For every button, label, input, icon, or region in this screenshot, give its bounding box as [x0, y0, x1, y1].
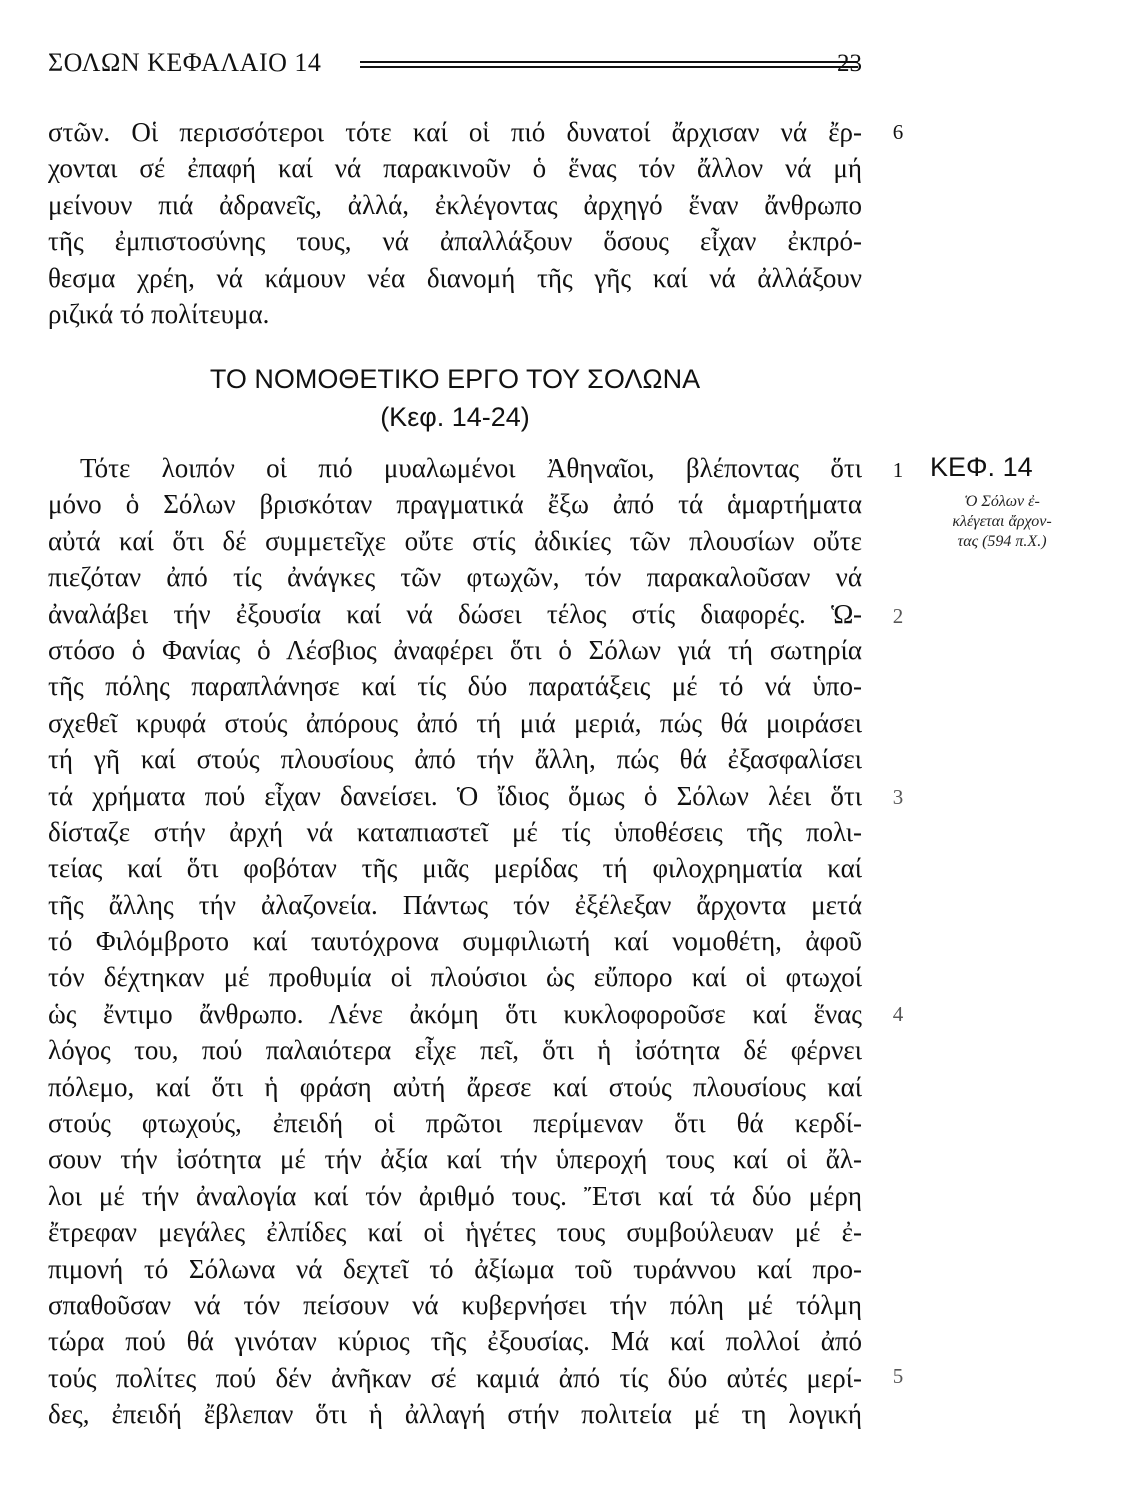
- text-line: ὡς ἔντιμο ἄνθρωπο. Λένε ἀκόμη ὅτι κυκλοφοροῦσε καί ἕνας: [48, 998, 862, 1029]
- paragraph-number: 5: [892, 1364, 904, 1388]
- text-line: στόσο ὁ Φανίας ὁ Λέσβιος ἀναφέρει ὅτι ὁ Σόλων γιά τή σωτηρία: [48, 634, 862, 665]
- section-title: ΤΟ ΝΟΜΟΘΕΤΙΚΟ ΕΡΓΟ ΤΟΥ ΣΟΛΩΝΑ: [209, 364, 701, 394]
- margin-note-line: κλέγεται ἄρχον-: [952, 513, 1052, 530]
- text-line: ριζικά τό πολίτευμα.: [48, 298, 270, 329]
- text-line: τούς πολίτες πού δέν ἀνῆκαν σέ καμιά ἀπό τίς δύο αὐτές μερί-: [48, 1362, 862, 1393]
- text-line: σχεθεῖ κρυφά στούς ἀπόρους ἀπό τή μιά μεριά, πώς θά μοιράσει: [48, 707, 862, 738]
- text-line: λόγος του, πού παλαιότερα εἶχε πεῖ, ὅτι ἡ ἰσότητα δέ φέρνει: [48, 1035, 862, 1066]
- margin-note-line: Ὁ Σόλων ἐ-: [964, 493, 1040, 510]
- paragraph-number: 2: [892, 604, 904, 628]
- margin-note: [922, 492, 1082, 552]
- text-line: τόν δέχτηκαν μέ προθυμία οἱ πλούσιοι ὡς εὔπορο καί οἱ φτωχοί: [48, 962, 862, 993]
- text-line: δίσταζε στήν ἀρχή νά καταπιαστεῖ μέ τίς ὑποθέσεις τῆς πολι-: [48, 816, 862, 847]
- text-line: θεσμα χρέη, νά κάμουν νέα διανομή τῆς γῆς καί νά ἀλλάξουν: [48, 262, 862, 293]
- text-line: τό Φιλόμβροτο καί ταυτόχρονα συμφιλιωτή καί νομοθέτη, ἀφοῦ: [48, 926, 862, 957]
- text-line: τῆς ἐμπιστοσύνης τους, νά ἀπαλλάξουν ὅσους εἶχαν ἐκπρό-: [48, 226, 862, 257]
- running-header: [48, 44, 862, 84]
- text-line: Τότε λοιπόν οἱ πιό μυαλωμένοι Ἀθηναῖοι, βλέποντας ὅτι: [80, 453, 862, 483]
- running-head-title: ΣΟΛΩΝ ΚΕΦΑΛΑΙΟ 14: [48, 48, 322, 77]
- margin-chapter-label: ΚΕΦ. 14: [930, 452, 1033, 482]
- section-subtitle: (Κεφ. 14-24): [380, 402, 530, 432]
- line-number: 6: [892, 120, 904, 144]
- text-line: μόνο ὁ Σόλων βρισκόταν πραγματικά ἔξω ἀπό τά ἁμαρτήματα: [48, 489, 862, 520]
- text-line: ἔτρεφαν μεγάλες ἐλπίδες καί οἱ ἡγέτες τους συμβούλευαν μέ ἐ-: [48, 1217, 862, 1248]
- text-line: τῆς ἄλλης τήν ἀλαζονεία. Πάντως τόν ἐξέλεξαν ἄρχοντα μετά: [48, 889, 862, 920]
- text-line: λοι μέ τήν ἀναλογία καί τόν ἀριθμό τους. Ἔτσι καί τά δύο μέρη: [48, 1180, 862, 1211]
- text-line: τώρα πού θά γινόταν κύριος τῆς ἐξουσίας. Μά καί πολλοί ἀπό: [48, 1326, 862, 1357]
- text-line: χονται σέ ἐπαφή καί νά παρακινοῦν ὁ ἕνας τόν ἄλλον νά μή: [48, 153, 862, 184]
- text-line: δες, ἐπειδή ἔβλεπαν ὅτι ἡ ἀλλαγή στήν πολιτεία μέ τη λογική: [48, 1399, 862, 1430]
- main-paragraph: [48, 450, 862, 1433]
- text-line: ἀναλάβει τήν ἐξουσία καί νά δώσει τέλος στίς διαφορές. Ὡ-: [48, 598, 862, 629]
- text-line: αὐτά καί ὅτι δέ συμμετεῖχε οὔτε στίς ἀδικίες τῶν πλουσίων οὔτε: [48, 525, 862, 556]
- margin-note-line: τας (594 π.Χ.): [957, 533, 1047, 550]
- paragraph-number: 3: [892, 785, 904, 809]
- text-line: πιεζόταν ἀπό τίς ἀνάγκες τῶν φτωχῶν, τόν παρακαλοῦσαν νά: [48, 562, 862, 593]
- text-line: τά χρήματα πού εἶχαν δανείσει. Ὁ ἴδιος ὅμως ὁ Σόλων λέει ὅτι: [48, 780, 862, 811]
- text-line: τῆς πόλης παραπλάνησε καί τίς δύο παρατάξεις μέ τό νά ὑπο-: [48, 671, 862, 702]
- text-line: τείας καί ὅτι φοβόταν τῆς μιᾶς μερίδας τή φιλοχρηματία καί: [48, 853, 862, 884]
- text-line: στούς φτωχούς, ἐπειδή οἱ πρῶτοι περίμεναν ὅτι θά κερδί-: [48, 1108, 862, 1139]
- intro-paragraph: [48, 114, 862, 332]
- text-line: σουν τήν ἰσότητα μέ τήν ἀξία καί τήν ὑπεροχή τους καί οἱ ἄλ-: [48, 1144, 862, 1175]
- paragraph-number: 4: [892, 1002, 904, 1026]
- text-line: σπαθοῦσαν νά τόν πείσουν νά κυβερνήσει τήν πόλη μέ τόλμη: [48, 1289, 862, 1320]
- text-line: πόλεμο, καί ὅτι ἡ φράση αὐτή ἄρεσε καί στούς πλουσίους καί: [48, 1071, 862, 1102]
- text-line: στῶν. Οἱ περισσότεροι τότε καί οἱ πιό δυνατοί ἄρχισαν νά ἔρ-: [48, 117, 862, 147]
- header-double-rule: [360, 61, 858, 68]
- paragraph-number: 1: [892, 458, 904, 482]
- text-line: πιμονή τό Σόλωνα νά δεχτεῖ τό ἀξίωμα τοῦ τυράννου καί προ-: [48, 1253, 862, 1284]
- page-number: 23: [837, 50, 862, 77]
- text-line: τή γῆ καί στούς πλουσίους ἀπό τήν ἄλλη, πώς θά ἐξασφαλίσει: [48, 744, 862, 775]
- text-line: μείνουν πιά ἀδρανεῖς, ἀλλά, ἐκλέγοντας ἀρχηγό ἕναν ἄνθρωπο: [48, 189, 862, 220]
